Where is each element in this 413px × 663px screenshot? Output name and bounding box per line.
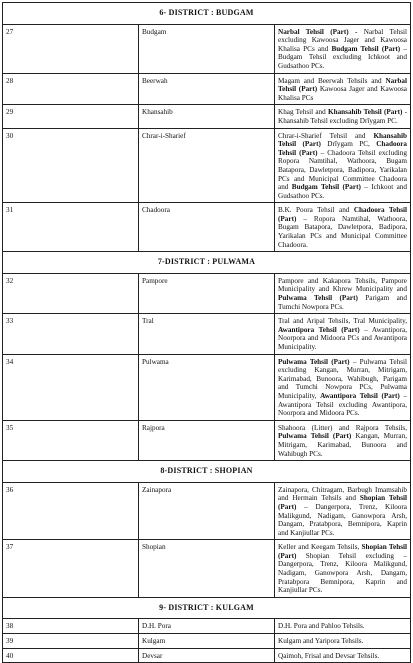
constituency-name: Budgam — [139, 24, 275, 73]
extent-text: Zainapora, Chitragam, Barbugh Imamsahib and Hermain Tehsils and — [278, 485, 407, 503]
extent-text: Qaimoh, Frisal and Devsar Tehsils. — [278, 651, 380, 660]
constituency-name: Khansahib — [139, 105, 275, 128]
tehsil-part-label: Khansahib Tehsil (Part) — [278, 131, 407, 149]
extent-text: – Awantipora Tehsil excluding Awantipora, Noorpora and Midoora PCs. — [278, 391, 408, 418]
constituency-name: Pulwama — [139, 354, 275, 420]
district-header: 9- DISTRICT : KULGAM — [3, 597, 411, 619]
constituency-number: 36 — [3, 482, 139, 540]
extent-text: – Awantipora, Noorpora and Midoora PCs and Awantipora Municipality. — [278, 325, 407, 351]
constituency-extent — [275, 105, 411, 128]
extent-text: Kangan, Murran, Mitrigam, Karimabad, Bunoora and Wahibugh PCs. — [278, 432, 407, 458]
constituency-extent — [275, 314, 411, 354]
extent-text: – Budgam Tehsil excluding Ichkoot and Gudsathoo PCs. — [278, 44, 408, 70]
constituency-number: 39 — [3, 634, 139, 649]
constituency-name: Pampore — [139, 273, 275, 313]
constituency-name: Tral — [139, 314, 275, 354]
extent-text: Tral and Aripal Tehsils, Tral Municipality, — [278, 317, 407, 326]
tehsil-part-label: Khansahib Tehsil (Part) — [327, 108, 403, 117]
tehsil-part-label: Chadoora Tehsil (Part) — [278, 206, 408, 223]
extent-text: Shopian Tehsil excluding – Dangerpora, Trenz, Kiloora Malikgund, Nadigam, Ganowpora Arsh, Dangam, Pratabpora Bemnipora, Kaprin and Kanjiullar PCs. — [278, 551, 407, 595]
table-row — [3, 619, 411, 634]
district-header-row — [3, 3, 411, 25]
table-row — [3, 105, 411, 128]
tehsil-part-label: Pulwama Tehsil (Part) — [278, 357, 350, 366]
table-row — [3, 203, 411, 252]
extent-text: – Ichkoot and Gudsathoo PCs. — [278, 183, 407, 200]
extent-text: Khag Tehsil and — [278, 108, 328, 117]
constituency-number: 29 — [3, 105, 139, 128]
district-header-row — [3, 252, 411, 274]
extent-text: – Dangerpora, Trenz, Kiloora Malikgund, Nadigam, Ganowpora Arsh, Dangam, Pratabpora, Bemnipora, Kaprin and Kanjiullar PCs. — [278, 502, 407, 537]
constituency-name: Beerwah — [139, 73, 275, 105]
extent-text: D.H. Pora and Pahloo Tehsils. — [278, 622, 365, 631]
constituency-number: 38 — [3, 619, 139, 634]
constituency-number: 27 — [3, 24, 139, 73]
table-row — [3, 648, 411, 663]
constituency-extent — [275, 354, 411, 420]
extent-text: Pampore and Kakapora Tehsils, Pampore Municipality and Khrew Municipality and — [278, 276, 407, 294]
district-header: 6- DISTRICT : BUDGAM — [3, 3, 411, 25]
constituency-extent — [275, 648, 411, 663]
extent-text: Drīygam PC, — [320, 140, 377, 149]
tehsil-part-label: Shopian Tehsil (Part) — [278, 543, 407, 560]
tehsil-part-label: Awantipora Tehsil (Part) — [320, 391, 400, 400]
constituency-name: D.H. Pora — [139, 619, 275, 634]
extent-text: Kawoosa Jager and Kawoosa Khalisa PCs — [278, 85, 407, 102]
constituency-extent — [275, 420, 411, 460]
table-row — [3, 634, 411, 649]
constituency-extent — [275, 128, 411, 203]
district-header-row — [3, 461, 411, 483]
constituency-extent — [275, 619, 411, 634]
extent-text: Keller and Keegam Tehsils, — [278, 543, 362, 552]
table-row — [3, 354, 411, 420]
constituency-name: Chadoora — [139, 203, 275, 252]
extent-text: - Khansahib Tehsil excluding Drīygam PC. — [278, 108, 407, 125]
extent-text: – Chadoora Tehsil excluding Ropora Namtihal, Wathoora, Bugam Batapora, Dawletpora, Badipora, Yarikalan PCs and Municipal Committee Chadoora and — [278, 148, 407, 192]
table-row — [3, 540, 411, 598]
extent-text: Shahoora (Litter) and Rajpora Tehsils, — [278, 423, 407, 432]
constituency-name: Zainapora — [139, 482, 275, 540]
extent-text: Kulgam and Yaripora Tehsils. — [278, 637, 364, 646]
table-row — [3, 420, 411, 460]
constituency-number: 35 — [3, 420, 139, 460]
tehsil-part-label: Shopian Tehsil (Part) — [278, 494, 408, 511]
constituency-extent — [275, 203, 411, 252]
table-row — [3, 24, 411, 73]
constituency-name: Kulgam — [139, 634, 275, 649]
constituency-number: 30 — [3, 128, 139, 203]
constituency-name: Devsar — [139, 648, 275, 663]
extent-text: B.K. Poora Tehsil and — [278, 206, 354, 215]
constituency-name: Rajpora — [139, 420, 275, 460]
district-header: 8-DISTRICT : SHOPIAN — [3, 461, 411, 483]
constituency-number: 37 — [3, 540, 139, 598]
tehsil-part-label: Narbal Tehsil (Part) - — [278, 27, 358, 36]
constituency-extent — [275, 482, 411, 540]
extent-text: – Pulwama Tehsil excluding Kangan, Murran, Mitrigam, Karimabad, Bunoora, Wahibugh, Parigam and Tumchi Nowpora PCs, Pulwama Municipality, — [278, 357, 407, 400]
table-row — [3, 482, 411, 540]
district-header-row — [3, 597, 411, 619]
tehsil-part-label: Budgam Tehsil (Part) — [291, 183, 361, 192]
tehsil-part-label: Pulwama Tehsil (Part) — [278, 294, 358, 303]
table-body — [3, 3, 411, 663]
constituency-extent — [275, 24, 411, 73]
constituency-name: Chrar-i-Sharief — [139, 128, 275, 203]
constituency-number: 31 — [3, 203, 139, 252]
constituency-number: 32 — [3, 273, 139, 313]
constituency-number: 40 — [3, 648, 139, 663]
tehsil-part-label: Budgam Tehsil (Part) — [331, 44, 401, 53]
extent-text: Magam and Beerwah Tehsils and — [278, 76, 386, 85]
extent-text: – Ropora Namtihal, Wathoora, Bugam Batapora, Dawletpora, Badipora, Yarikalan PCs and Municipal Committee Chadoora. — [278, 214, 407, 249]
constituency-name: Shopian — [139, 540, 275, 598]
tehsil-part-label: Awantipora Tehsil (Part) — [278, 325, 360, 334]
constituency-number: 33 — [3, 314, 139, 354]
constituency-document — [2, 2, 411, 663]
district-header: 7-DISTRICT : PULWAMA — [3, 252, 411, 274]
constituency-extent — [275, 73, 411, 105]
constituency-table — [2, 2, 411, 663]
extent-text: Parigam and Tumchi Nowpora PCs. — [278, 294, 407, 311]
extent-text: Narbal Tehsil excluding Kawoosa Jager and Kawoosa Khalisa PCs and — [278, 27, 408, 53]
table-row — [3, 73, 411, 105]
table-row — [3, 314, 411, 354]
constituency-number: 34 — [3, 354, 139, 420]
table-row — [3, 273, 411, 313]
constituency-number: 28 — [3, 73, 139, 105]
tehsil-part-label: Chadoora Tehsil (Part) — [278, 140, 407, 157]
constituency-extent — [275, 634, 411, 649]
constituency-extent — [275, 540, 411, 598]
tehsil-part-label: Pulwama Tehsil (Part) — [278, 432, 352, 441]
extent-text: Chrar-i-Sharief Tehsil and — [278, 131, 374, 140]
tehsil-part-label: Narbal Tehsil (Part) — [278, 76, 407, 94]
table-row — [3, 128, 411, 203]
constituency-extent — [275, 273, 411, 313]
